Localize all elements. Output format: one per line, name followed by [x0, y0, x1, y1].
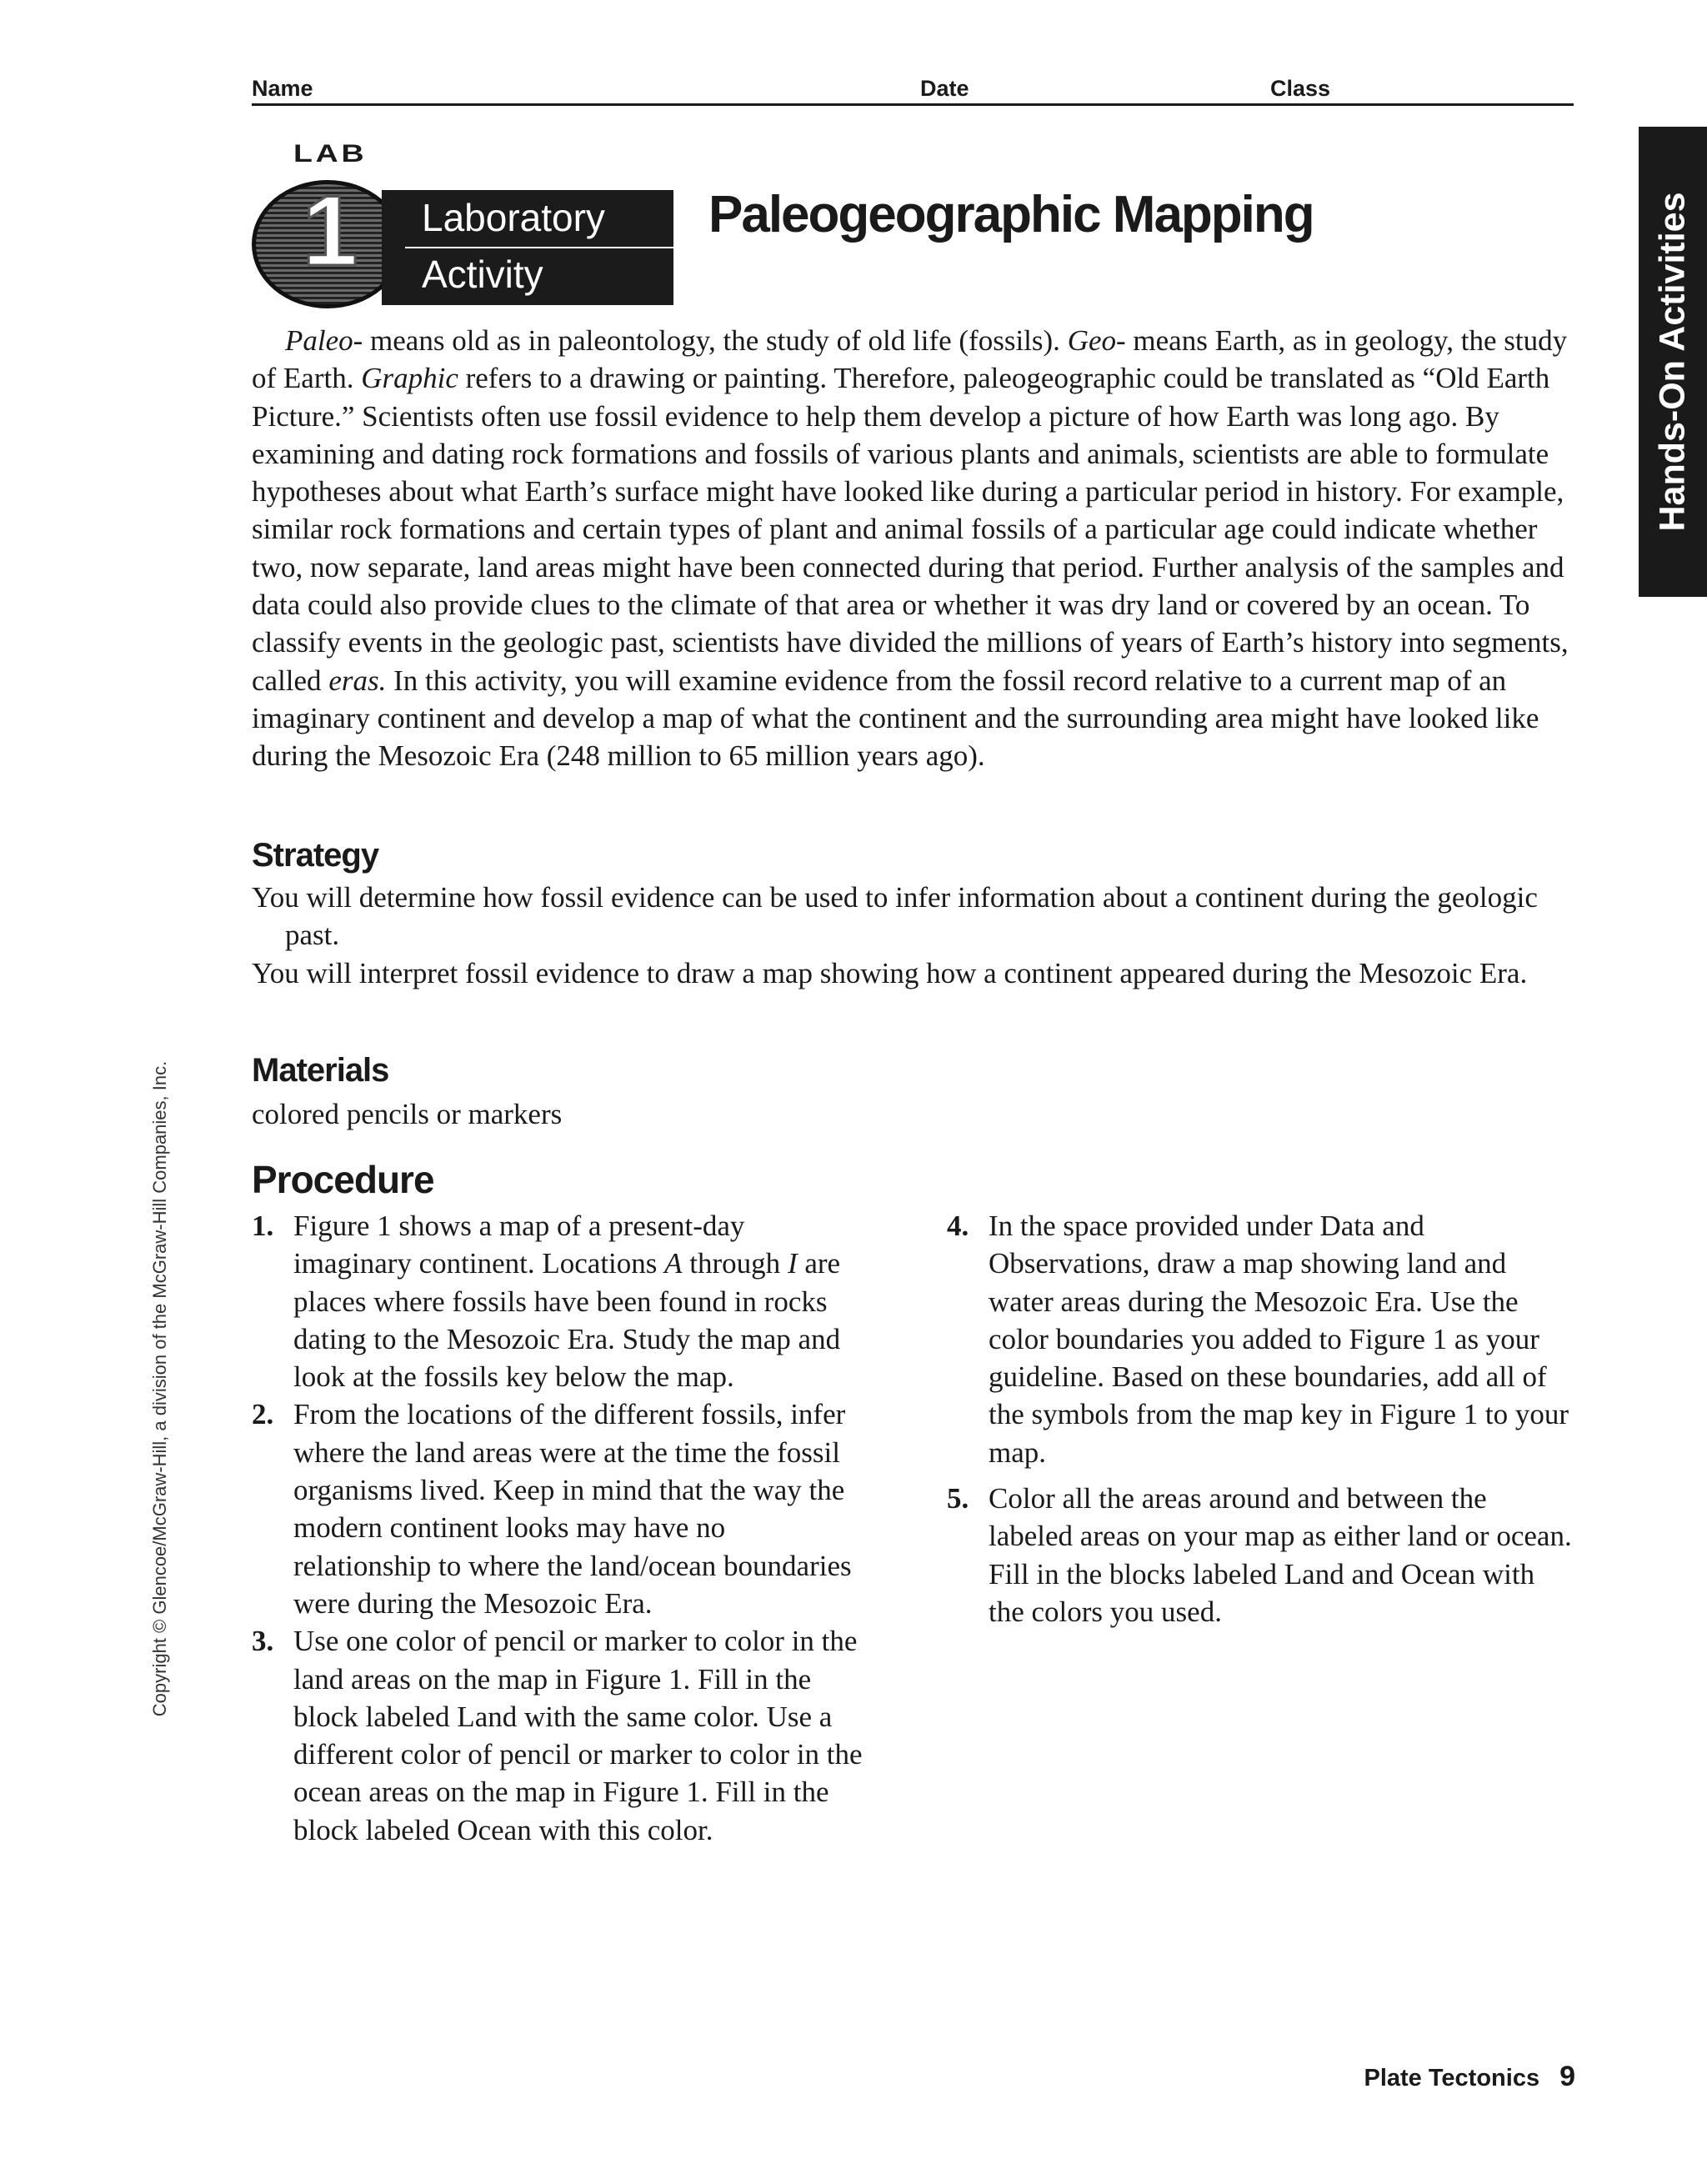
step-number: 2. — [252, 1398, 274, 1431]
procedure-list-right — [947, 1207, 1574, 1639]
step-number: 4. — [947, 1210, 969, 1242]
intro-text-1: means old as in paleontology, the study of old life (fossils). — [363, 324, 1068, 357]
lab-activity-box — [382, 190, 673, 305]
date-label: Date — [920, 76, 969, 101]
procedure-step-3 — [252, 1622, 869, 1849]
step-location-a: A — [664, 1247, 683, 1280]
step-text: Use one color of pencil or marker to color in the land areas on the map in Figure 1. Fill in the block labeled Land with the same color. Use a different color of pencil or marker to color in the ocean areas on the map in Figure 1. Fill in the block labeled Ocean with this color. — [293, 1625, 863, 1846]
step-location-i: I — [787, 1247, 798, 1280]
procedure-step-5 — [947, 1480, 1574, 1630]
lab-box-divider — [405, 247, 673, 248]
procedure-step-4 — [947, 1207, 1574, 1471]
step-number: 1. — [252, 1210, 274, 1242]
intro-text-3: refers to a drawing or painting. Therefore, paleogeographic could be translated as “Old Earth Picture.” Scientists often use fossil evidence to help them develop a picture of how Earth was long ago. By examining and dating rock formations and fossils of various plants and animals, scientists are able to formulate hypotheses about what Earth’s surface might have looked like during a particular period in history. For example, similar rock formations and certain types of plant and animal fossils of a particular age could indicate whether two, now separate, land areas might have been connected during that period. Further analysis of the samples and data could also provide clues to the climate of that area or whether it was dry land or covered by an ocean. To classify events in the geologic past, scientists have divided the millions of years of Earth’s history into segments, called — [252, 362, 1569, 697]
lab-box-line1: Laboratory — [422, 196, 605, 239]
side-tab — [1639, 127, 1707, 597]
procedure-step-2 — [252, 1395, 869, 1622]
strategy-list — [252, 879, 1577, 992]
strategy-item: You will interpret fossil evidence to draw a map showing how a continent appeared during the Mesozoic Era. — [252, 956, 1528, 989]
name-label: Name — [252, 76, 313, 101]
side-tab-label: Hands-On Activities — [1652, 192, 1693, 532]
intro-paleo: Paleo- — [285, 324, 363, 357]
footer-section: Plate Tectonics — [1364, 2065, 1540, 2091]
step-text: through — [682, 1247, 788, 1280]
intro-eras: eras. — [328, 664, 387, 697]
materials-heading: Materials — [252, 1052, 389, 1089]
intro-text-4: In this activity, you will examine evidence from the fossil record relative to a current map of an imaginary continent and develop a map of what the continent and the surrounding area might have looked like during the Mesozoic Era (248 million to 65 million years ago). — [252, 664, 1539, 773]
step-text: Color all the areas around and between the labeled areas on your map as either land or ocean. Fill in the blocks labeled Land and Ocean with the colors you used. — [989, 1482, 1572, 1628]
page-footer — [1364, 2061, 1575, 2093]
intro-text-2: means Earth, as in geology, the study of Earth. — [252, 324, 1568, 395]
intro-geo: Geo- — [1067, 324, 1126, 357]
lab-badge — [247, 140, 680, 307]
page-title: Paleogeographic Mapping — [708, 186, 1314, 243]
strategy-heading: Strategy — [252, 837, 379, 874]
strategy-item: You will determine how fossil evidence can be used to infer information about a continent during the geologic past. — [252, 881, 1538, 952]
lab-word: LAB — [293, 140, 368, 168]
procedure-list-left — [252, 1207, 869, 1849]
intro-graphic: Graphic — [361, 362, 458, 395]
lab-box-line2: Activity — [422, 253, 543, 296]
lab-number: 1 — [302, 175, 358, 287]
step-number: 5. — [947, 1482, 969, 1515]
copyright-notice: Copyright © Glencoe/McGraw-Hill, a division of the McGraw-Hill Companies, Inc. — [149, 1060, 170, 1717]
procedure-step-1 — [252, 1207, 869, 1395]
step-text: are places where fossils have been found in rocks dating to the Mesozoic Era. Study the map and look at the fossils key below the map. — [293, 1247, 841, 1394]
step-number: 3. — [252, 1625, 274, 1658]
materials-text: colored pencils or markers — [252, 1098, 563, 1130]
step-text: Figure 1 shows a map of a present-day imaginary continent. Locations — [293, 1210, 745, 1280]
page-number: 9 — [1559, 2061, 1575, 2092]
intro-paragraph — [252, 322, 1569, 775]
step-text: In the space provided under Data and Observations, draw a map showing land and water areas during the Mesozoic Era. Use the color boundaries you added to Figure 1 as your guideline. Based on these boundaries, add all of the symbols from the map key in Figure 1 to your map. — [989, 1210, 1569, 1469]
step-text: From the locations of the different fossils, infer where the land areas were at the time the fossil organisms lived. Keep in mind that the way the modern continent looks may have no relationship to where the land/ocean boundaries were during the Mesozoic Era. — [293, 1398, 852, 1620]
class-label: Class — [1270, 76, 1331, 101]
name-date-class-header — [252, 72, 1574, 106]
procedure-heading: Procedure — [252, 1158, 434, 1201]
